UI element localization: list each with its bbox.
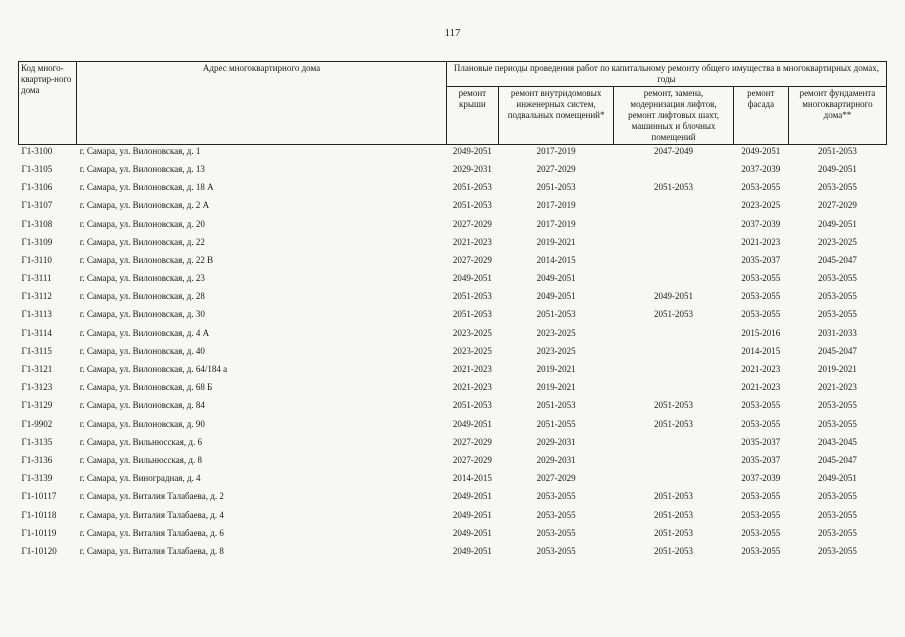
cell-roof: 2027-2029 <box>452 254 492 265</box>
cell-roof: 2029-2031 <box>452 163 492 174</box>
cell-engineering: 2053-2055 <box>536 509 576 520</box>
cell-foundation: 2053-2055 <box>817 182 857 193</box>
cell-engineering: 2049-2051 <box>536 291 576 302</box>
cell-elevators: 2051-2053 <box>654 418 694 429</box>
cell-code: Г1-3107 <box>21 200 53 211</box>
cell-address: г. Самара, ул. Вилоновская, д. 4 А <box>79 327 210 338</box>
cell-elevators <box>614 164 733 182</box>
cell-facade: 2015-2016 <box>741 327 781 338</box>
cell-facade: 2053-2055 <box>741 291 781 302</box>
cell-engineering: 2023-2025 <box>536 345 576 356</box>
cell-roof: 2021-2023 <box>452 382 492 393</box>
cell-foundation: 2045-2047 <box>817 254 857 265</box>
cell-engineering: 2023-2025 <box>536 327 576 338</box>
cell-engineering: 2053-2055 <box>536 491 576 502</box>
cell-elevators: 2051-2053 <box>654 509 694 520</box>
header-foundation: ремонт фундамента многоквартирного дома** <box>788 86 886 144</box>
cell-facade: 2021-2023 <box>741 364 781 375</box>
cell-facade: 2053-2055 <box>741 545 781 556</box>
cell-code: Г1-3106 <box>21 182 53 193</box>
page-number: 117 <box>444 27 461 39</box>
cell-engineering: 2019-2021 <box>536 236 576 247</box>
cell-elevators <box>614 382 733 400</box>
cell-engineering: 2029-2031 <box>536 436 576 447</box>
table-row <box>19 328 887 346</box>
table-row <box>19 291 887 309</box>
cell-roof: 2049-2051 <box>452 418 492 429</box>
cell-code: Г1-3115 <box>21 345 52 356</box>
cell-facade: 2053-2055 <box>741 509 781 520</box>
cell-roof: 2051-2053 <box>452 291 492 302</box>
cell-roof: 2051-2053 <box>452 200 492 211</box>
cell-roof: 2027-2029 <box>452 454 492 465</box>
cell-elevators <box>614 473 733 491</box>
cell-foundation: 2043-2045 <box>817 436 857 447</box>
cell-roof: 2014-2015 <box>452 473 492 484</box>
cell-elevators <box>614 200 733 218</box>
cell-facade: 2037-2039 <box>741 163 781 174</box>
cell-roof: 2027-2029 <box>452 218 492 229</box>
cell-address: г. Самара, ул. Вилоновская, д. 22 В <box>79 254 214 265</box>
cell-address: г. Самара, ул. Виноградная, д. 4 <box>79 473 201 484</box>
cell-address: г. Самара, ул. Вилоновская, д. 22 <box>79 236 205 247</box>
cell-foundation: 2053-2055 <box>817 291 857 302</box>
cell-address: г. Самара, ул. Виталия Талабаева, д. 4 <box>79 509 224 520</box>
cell-engineering: 2049-2051 <box>536 273 576 284</box>
cell-code: Г1-3123 <box>21 382 53 393</box>
cell-roof: 2049-2051 <box>452 509 492 520</box>
cell-elevators: 2049-2051 <box>654 291 694 302</box>
cell-facade: 2021-2023 <box>741 236 781 247</box>
cell-engineering: 2027-2029 <box>536 163 576 174</box>
header-roof: ремонт крыши <box>446 86 498 144</box>
cell-address: г. Самара, ул. Вилоновская, д. 28 <box>79 291 205 302</box>
cell-elevators <box>614 437 733 455</box>
table-row <box>19 273 887 291</box>
table-row <box>19 200 887 218</box>
cell-roof: 2049-2051 <box>452 145 492 156</box>
cell-code: Г1-3129 <box>21 400 53 411</box>
cell-roof: 2023-2025 <box>452 345 492 356</box>
cell-engineering: 2051-2053 <box>536 400 576 411</box>
cell-engineering: 2051-2053 <box>536 182 576 193</box>
cell-foundation: 2045-2047 <box>817 454 857 465</box>
cell-code: Г1-10118 <box>21 509 57 520</box>
table-row <box>19 237 887 255</box>
cell-address: г. Самара, ул. Вилоновская, д. 23 <box>79 273 205 284</box>
cell-engineering: 2019-2021 <box>536 364 576 375</box>
table-row <box>19 309 887 327</box>
cell-facade: 2035-2037 <box>741 436 781 447</box>
cell-foundation: 2049-2051 <box>817 218 857 229</box>
cell-facade: 2053-2055 <box>741 400 781 411</box>
cell-code: Г1-3100 <box>21 145 53 156</box>
cell-code: Г1-3113 <box>21 309 52 320</box>
table-row <box>19 382 887 400</box>
cell-elevators <box>614 237 733 255</box>
cell-address: г. Самара, ул. Вилоновская, д. 84 <box>79 400 205 411</box>
cell-address: г. Самара, ул. Вилоновская, д. 64/184 а <box>79 364 228 375</box>
table-row <box>19 546 887 564</box>
cell-elevators: 2051-2053 <box>654 545 694 556</box>
cell-roof: 2051-2053 <box>452 400 492 411</box>
cell-foundation: 2049-2051 <box>817 163 857 174</box>
cell-foundation: 2053-2055 <box>817 309 857 320</box>
cell-roof: 2049-2051 <box>452 527 492 538</box>
cell-engineering: 2017-2019 <box>536 145 576 156</box>
cell-foundation: 2051-2053 <box>817 145 857 156</box>
cell-address: г. Самара, ул. Виталия Талабаева, д. 8 <box>79 545 224 556</box>
cell-code: Г1-3135 <box>21 436 53 447</box>
cell-foundation: 2021-2023 <box>817 382 857 393</box>
cell-foundation: 2053-2055 <box>817 527 857 538</box>
cell-code: Г1-3114 <box>21 327 52 338</box>
cell-elevators <box>614 455 733 473</box>
cell-foundation: 2023-2025 <box>817 236 857 247</box>
cell-code: Г1-9902 <box>21 418 53 429</box>
table-row <box>19 144 887 164</box>
table-row <box>19 255 887 273</box>
cell-roof: 2021-2023 <box>452 236 492 247</box>
cell-code: Г1-3105 <box>21 163 53 174</box>
cell-foundation: 2053-2055 <box>817 400 857 411</box>
cell-engineering: 2051-2055 <box>536 418 576 429</box>
cell-address: г. Самара, ул. Вилоновская, д. 30 <box>79 309 205 320</box>
cell-facade: 2021-2023 <box>741 382 781 393</box>
cell-roof: 2023-2025 <box>452 327 492 338</box>
cell-engineering: 2029-2031 <box>536 454 576 465</box>
cell-facade: 2014-2015 <box>741 345 781 356</box>
cell-facade: 2053-2055 <box>741 182 781 193</box>
cell-code: Г1-3112 <box>21 291 52 302</box>
cell-facade: 2037-2039 <box>741 218 781 229</box>
cell-elevators <box>614 273 733 291</box>
cell-facade: 2049-2051 <box>741 145 781 156</box>
table-row <box>19 473 887 491</box>
cell-facade: 2053-2055 <box>741 309 781 320</box>
cell-engineering: 2017-2019 <box>536 200 576 211</box>
cell-code: Г1-3136 <box>21 454 53 465</box>
cell-engineering: 2051-2053 <box>536 309 576 320</box>
cell-address: г. Самара, ул. Вильнюсская, д. 6 <box>79 436 202 447</box>
cell-elevators: 2051-2053 <box>654 182 694 193</box>
cell-foundation: 2031-2033 <box>817 327 857 338</box>
cell-facade: 2035-2037 <box>741 454 781 465</box>
cell-code: Г1-3110 <box>21 254 52 265</box>
cell-engineering: 2053-2055 <box>536 545 576 556</box>
cell-engineering: 2019-2021 <box>536 382 576 393</box>
capital-repair-table <box>18 61 887 564</box>
cell-foundation: 2045-2047 <box>817 345 857 356</box>
cell-code: Г1-3108 <box>21 218 53 229</box>
table-row <box>19 510 887 528</box>
table-row <box>19 437 887 455</box>
cell-foundation: 2027-2029 <box>817 200 857 211</box>
header-periods-group: Плановые периоды проведения работ по капитальному ремонту общего имущества в многоквартирных домах, годы <box>446 62 886 87</box>
cell-address: г. Самара, ул. Виталия Талабаева, д. 6 <box>79 527 224 538</box>
header-engineering: ремонт внутридомовых инженерных систем, подвальных помещений* <box>498 86 613 144</box>
cell-elevators: 2051-2053 <box>654 527 694 538</box>
table-row <box>19 528 887 546</box>
header-code: Код много-квартир-ного дома <box>19 62 77 145</box>
cell-address: г. Самара, ул. Вилоновская, д. 13 <box>79 163 205 174</box>
cell-elevators <box>614 219 733 237</box>
cell-facade: 2035-2037 <box>741 254 781 265</box>
cell-roof: 2051-2053 <box>452 182 492 193</box>
cell-address: г. Самара, ул. Вилоновская, д. 18 А <box>79 182 214 193</box>
cell-address: г. Самара, ул. Виталия Талабаева, д. 2 <box>79 491 224 502</box>
table-row <box>19 400 887 418</box>
cell-foundation: 2053-2055 <box>817 273 857 284</box>
cell-facade: 2053-2055 <box>741 418 781 429</box>
cell-address: г. Самара, ул. Вилоновская, д. 68 Б <box>79 382 213 393</box>
cell-address: г. Самара, ул. Вилоновская, д. 20 <box>79 218 205 229</box>
cell-elevators: 2051-2053 <box>654 309 694 320</box>
cell-foundation: 2053-2055 <box>817 491 857 502</box>
table-row <box>19 491 887 509</box>
table-header <box>19 62 887 145</box>
cell-facade: 2053-2055 <box>741 273 781 284</box>
cell-elevators: 2047-2049 <box>654 145 694 156</box>
cell-address: г. Самара, ул. Вилоновская, д. 1 <box>79 145 201 156</box>
cell-roof: 2049-2051 <box>452 491 492 502</box>
cell-foundation: 2019-2021 <box>817 364 857 375</box>
cell-roof: 2027-2029 <box>452 436 492 447</box>
cell-foundation: 2049-2051 <box>817 473 857 484</box>
cell-foundation: 2053-2055 <box>817 545 857 556</box>
cell-code: Г1-10117 <box>21 491 57 502</box>
table-row <box>19 164 887 182</box>
cell-code: Г1-10120 <box>21 545 57 556</box>
cell-facade: 2053-2055 <box>741 491 781 502</box>
cell-address: г. Самара, ул. Вилоновская, д. 90 <box>79 418 205 429</box>
table-row <box>19 455 887 473</box>
cell-address: г. Самара, ул. Вильнюсская, д. 8 <box>79 454 202 465</box>
cell-elevators <box>614 364 733 382</box>
cell-code: Г1-3139 <box>21 473 53 484</box>
table-row <box>19 419 887 437</box>
cell-roof: 2021-2023 <box>452 364 492 375</box>
cell-facade: 2037-2039 <box>741 473 781 484</box>
table-row <box>19 182 887 200</box>
table-row <box>19 364 887 382</box>
table-row <box>19 346 887 364</box>
cell-foundation: 2053-2055 <box>817 509 857 520</box>
cell-foundation: 2053-2055 <box>817 418 857 429</box>
table-body <box>19 144 887 564</box>
cell-facade: 2023-2025 <box>741 200 781 211</box>
cell-engineering: 2027-2029 <box>536 473 576 484</box>
cell-roof: 2049-2051 <box>452 545 492 556</box>
cell-elevators <box>614 255 733 273</box>
header-facade: ремонт фасада <box>733 86 788 144</box>
cell-engineering: 2053-2055 <box>536 527 576 538</box>
cell-code: Г1-3121 <box>21 364 53 375</box>
cell-code: Г1-10119 <box>21 527 57 538</box>
cell-roof: 2051-2053 <box>452 309 492 320</box>
cell-roof: 2049-2051 <box>452 273 492 284</box>
cell-engineering: 2017-2019 <box>536 218 576 229</box>
cell-elevators <box>614 328 733 346</box>
cell-address: г. Самара, ул. Вилоновская, д. 40 <box>79 345 205 356</box>
cell-code: Г1-3109 <box>21 236 53 247</box>
cell-code: Г1-3111 <box>21 273 52 284</box>
cell-elevators <box>614 346 733 364</box>
cell-engineering: 2014-2015 <box>536 254 576 265</box>
cell-elevators: 2051-2053 <box>654 400 694 411</box>
cell-address: г. Самара, ул. Вилоновская, д. 2 А <box>79 200 210 211</box>
header-elevators: ремонт, замена, модернизация лифтов, ремонт лифтовых шахт, машинных и блочных помещений <box>614 86 733 144</box>
header-address: Адрес многоквартирного дома <box>77 62 447 145</box>
cell-elevators: 2051-2053 <box>654 491 694 502</box>
table-row <box>19 219 887 237</box>
cell-facade: 2053-2055 <box>741 527 781 538</box>
